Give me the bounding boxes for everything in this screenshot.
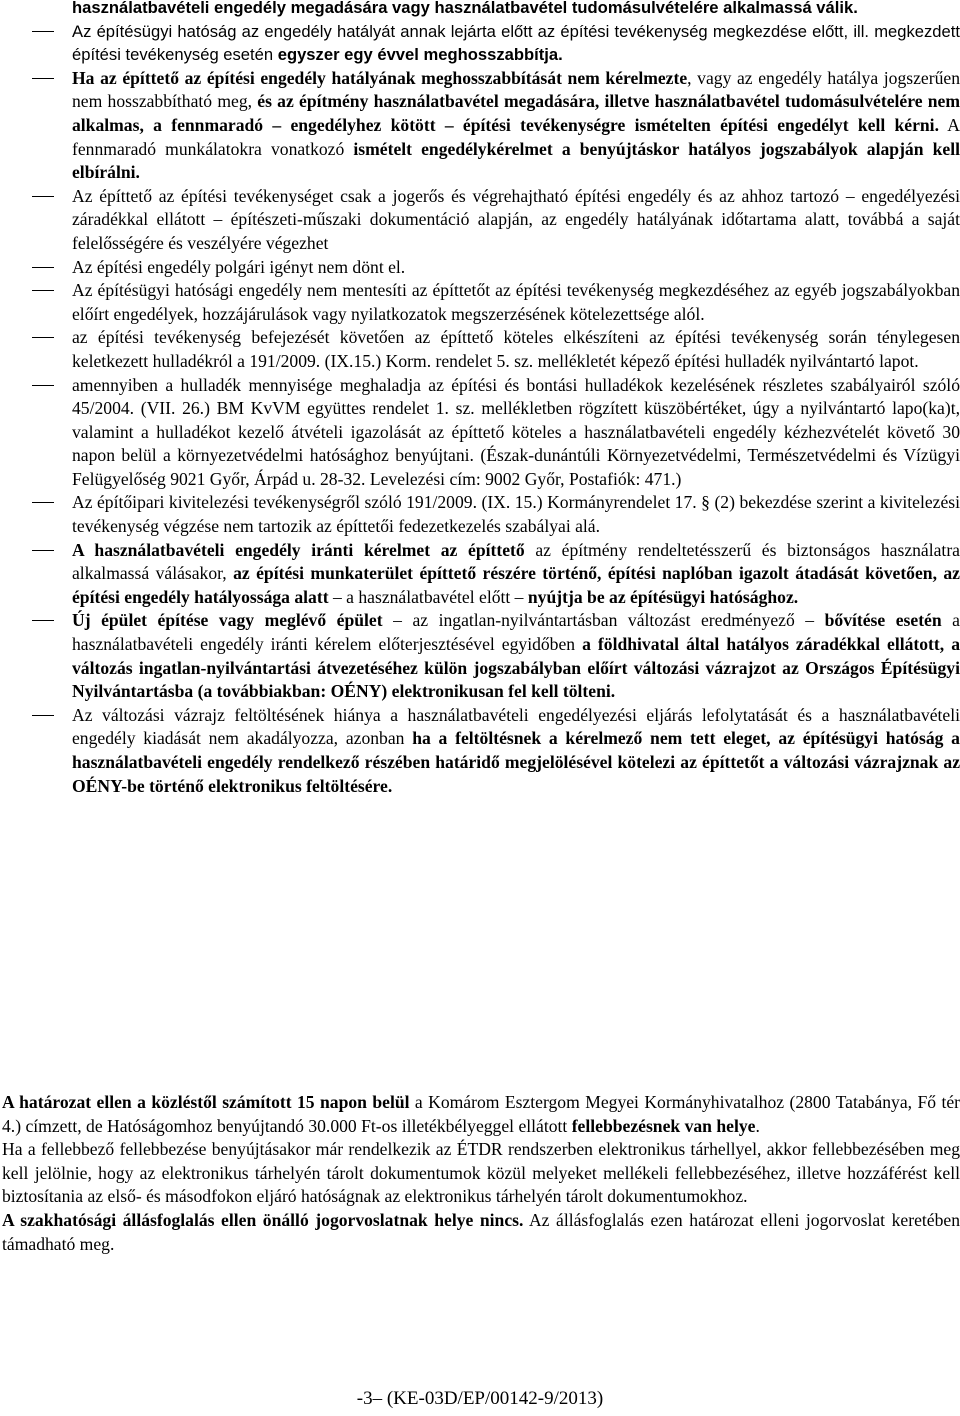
page-footer: -3– (KE-03D/EP/00142-9/2013) xyxy=(356,1388,604,1409)
text-segment: – az ingatlan-nyilvántartásban változást eredményező – xyxy=(382,610,825,631)
bold-text-segment: az építési munkaterület építtető részére történő, építési naplóban igazolt átadását követően, az építési engedély hatályossága alatt xyxy=(72,563,960,607)
list-item xyxy=(32,609,960,703)
text-segment: A fennmaradó munkálatokra vonatkozó xyxy=(72,114,960,159)
text-segment: az építmény rendeltetésszerű és biztonságos használatra alkalmassá válásakor, xyxy=(72,539,960,584)
appeal-section xyxy=(2,1091,960,1256)
list-item xyxy=(32,185,960,256)
appeal-paragraph xyxy=(2,1091,960,1138)
text-segment: Az állásfoglalás ezen határozat elleni jogorvoslat keretében támadható meg. xyxy=(2,1209,960,1254)
bold-text-segment: egyszer egy évvel meghosszabbítja. xyxy=(277,45,563,65)
bold-text-segment: A használatbavételi engedély iránti kérelmet az építtető xyxy=(72,539,525,560)
appeal-paragraph xyxy=(2,1138,960,1209)
text-segment: a használatbavételi engedély iránti kérelem előterjesztésével egyidőben xyxy=(72,610,960,655)
bold-text-segment: ha a feltöltésnek a kérelmező nem tett eleget, az építésügyi hatóság a használatbavételi engedély rendelkező részében határidő megjelölésével kötelezi az építtetőt a változási vázrajznak az OÉNY-be történő elektronikus feltöltésére. xyxy=(72,728,960,796)
text-segment: Az építésügyi hatósági engedély nem mentesíti az építtetőt az építési tevékenység megkezdéséhez az egyéb jogszabályokban előírt engedélyek, hozzájárulások vagy nyilatkozatok megszerzésének kötelezettsége alól. xyxy=(72,280,960,324)
bold-text-segment: A határozat ellen a közléstől számított 15 napon belül xyxy=(2,1092,410,1112)
text-segment: az építési tevékenység befejezését követően az építtető köteles elkészíteni az építési tevékenység során ténylegesen keletkezett hulladékról a 191/2009. (IX.15.) Korm. rendelet 5. sz. mellékletét képező építési hulladék nyilvántartó lapot. xyxy=(72,327,960,371)
list-item xyxy=(32,20,960,67)
bold-text-segment: nyújtja be az építésügyi hatósághoz. xyxy=(527,586,799,607)
conditions-list xyxy=(32,0,960,798)
text-segment: Az építési engedély polgári igényt nem dönt el. xyxy=(72,256,406,277)
text-segment: a Komárom Esztergom Megyei Kormányhivatalhoz (2800 Tatabánya, Fő tér 4.) címzett, de Hatóságomhoz benyújtandó 30.000 Ft-os illetékbélyeggel ellátott xyxy=(2,1092,960,1136)
list-item xyxy=(32,539,960,610)
text-segment: Az építésügyi hatóság az engedély hatályát annak lejárta előtt az építési tevékenység megkezdése előtt, ill. megkezdett építési tevékenység esetén xyxy=(72,21,960,65)
bold-text-segment: ismételt engedélykérelmet a benyújtáskor hatályos jogszabályok alapján kell elbírálni. xyxy=(72,138,960,183)
list-item xyxy=(32,279,960,326)
list-item xyxy=(32,491,960,538)
bold-text-segment: a földhivatal által hatályos záradékkal ellátott, a változás ingatlan-nyilvántartási átvezetéséhez külön jogszabályban előírt változási vázrajzot az Országos Építésügyi Nyilvántartásba (a továbbiakban: OÉNY) elektronikusan fel kell tölteni. xyxy=(72,634,960,702)
bold-text-segment: használatbavételi engedély megadására vagy használatbavétel tudomásulvételére alkalmassá válik. xyxy=(72,0,858,17)
bold-text-segment: A szakhatósági állásfoglalás ellen önálló jogorvoslatnak helye nincs. xyxy=(2,1209,524,1230)
text-segment: . xyxy=(755,1115,760,1136)
text-segment: amennyiben a hulladék mennyisége meghaladja az építési és bontási hulladékok kezelésének részletes szabályairól szóló 45/2004. (VII. 26.) BM KvVM együttes rendelet 1. sz. mellékletben rögzített küszöbértéket, úgy a nyilvántartó lapo(ka)t, valamint a hulladékot kezelő átvételi igazolását az építtető köteles a használatbavételi engedély kézhezvételét követő 30 napon belül a környezetvédelmi hatósághoz benyújtani. (Észak-dunántúli Környezetvédelmi, Természetvédelmi és Vízügyi Felügyelőség 9021 Győr, Árpád u. 28-32. Levelezési cím: 9002 Győr, Postafiók: 471.) xyxy=(72,374,960,489)
text-segment: , vagy az engedély hatálya jogszerűen nem hosszabbítható meg, xyxy=(72,67,960,112)
list-item xyxy=(32,374,960,492)
bold-text-segment: Ha az építtető az építési engedély hatályának meghosszabbítását nem kérelmezte xyxy=(72,67,688,88)
text-segment: – a használatbavétel előtt – xyxy=(328,586,528,607)
bold-text-segment: és az építmény használatbavétel megadására, illetve használatbavétel tudomásulvételére nem alkalmas, a fennmaradó – engedélyhez kötött – építési tevékenységre ismételten építési engedélyt kell kérni. xyxy=(72,91,960,135)
bold-text-segment: fellebbezésnek van helye xyxy=(571,1115,756,1136)
text-segment: Az építőipari kivitelezési tevékenységről szóló 191/2009. (IX. 15.) Kormányrendelet 17. § (2) bekezdése szerint a kivitelezési tevékenység végzése nem tartozik az építtetői fedezetkezelés szabályai alá. xyxy=(72,492,960,537)
list-item xyxy=(32,704,960,798)
list-item xyxy=(32,256,960,280)
bold-text-segment: Új épület építése vagy meglévő épület xyxy=(72,610,383,631)
text-segment: Az építtető az építési tevékenységet csak a jogerős és végrehajtható építési engedély és az ahhoz tartozó – engedélyezési záradékkal ellátott – építészeti-műszaki dokumentáció alapján, az engedély hatályának időtartama alatt, továbbá a saját felelősségére és veszélyére végezhet xyxy=(72,185,960,253)
list-item xyxy=(32,67,960,185)
text-segment: Ha a fellebbező fellebbezése benyújtásakor már rendelkezik az ÉTDR rendszerben elektronikus tárhellyel, akkor fellebbezésében meg kell jelölnie, hogy az elektronikus tárhelyén tárolt dokumentumok közül melyeket mellékeli fellebbezéséhez, illetve hozzáférést kell biztosítania az első- és másodfokon eljáró hatóságnak az elektronikus tárhelyén tárolt dokumentumokhoz. xyxy=(2,1139,960,1207)
list-item-continuation xyxy=(32,0,960,20)
bold-text-segment: bővítése esetén xyxy=(824,610,942,631)
text-segment: Az változási vázrajz feltöltésének hiánya a használatbavételi engedélyezési eljárás lefolytatását és a használatbavételi engedély kiadását nem akadályozza, azonban xyxy=(72,704,960,749)
appeal-paragraph xyxy=(2,1209,960,1256)
list-item xyxy=(32,326,960,373)
